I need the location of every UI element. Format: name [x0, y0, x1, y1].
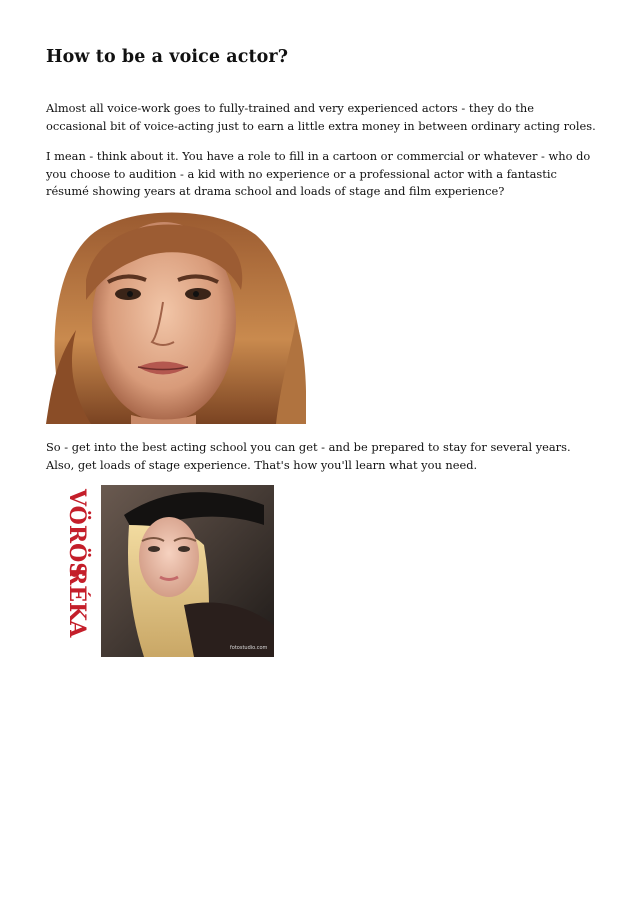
paragraph-1: Almost all voice-work goes to fully-trained and very experienced actors - they do the occasional bit of voice-acting just to earn a little extra money in between ordinary acting roles.	[46, 101, 596, 133]
svg-text:RÉKA: RÉKA	[64, 567, 90, 638]
portrait-photo-2	[64, 485, 274, 657]
photo-watermark: fotostudio.com	[230, 645, 268, 651]
page-title: How to be a voice actor?	[46, 47, 289, 67]
paragraph-3: So - get into the best acting school you can get - and be prepared to stay for several years. Also, get loads of stage experience. That's how you'll learn what you need.	[46, 440, 571, 472]
svg-text:VÖRÖS: VÖRÖS	[64, 489, 90, 579]
paragraph-2: I mean - think about it. You have a role to fill in a cartoon or commercial or whatever - who do you choose to audition - a kid with no experience or a professional actor with a fantastic résumé showing years at drama school and loads of stage and film experience?	[46, 149, 591, 198]
logo-voros-reka	[64, 488, 92, 638]
portrait-photo-1	[46, 210, 306, 424]
